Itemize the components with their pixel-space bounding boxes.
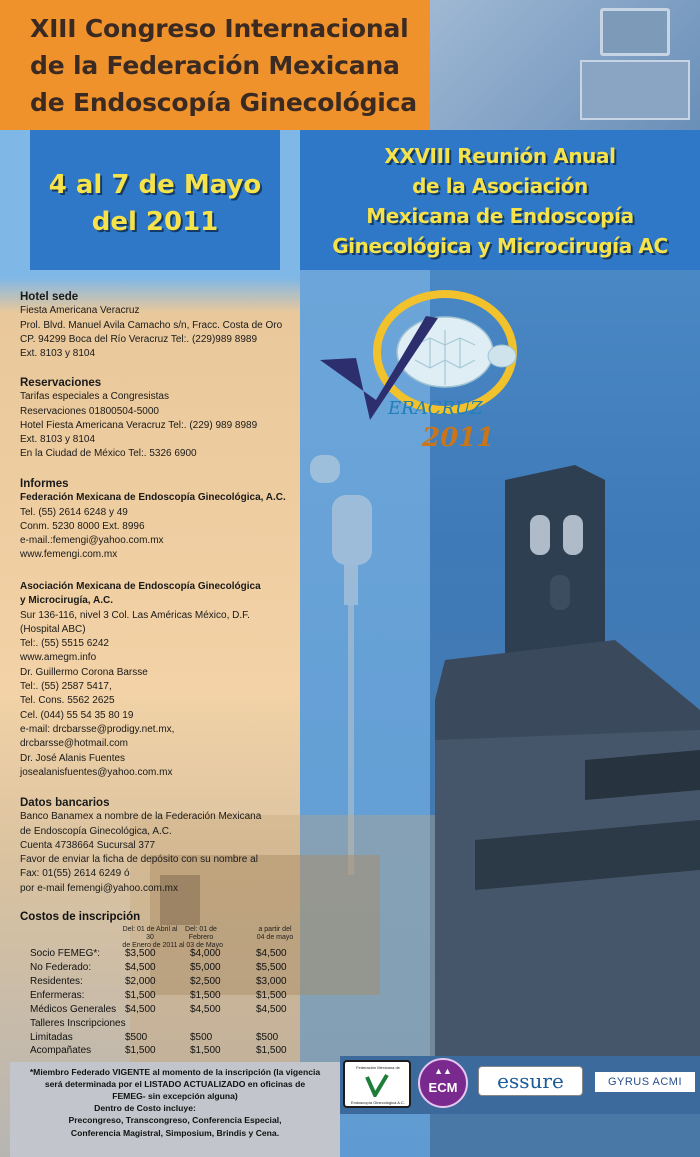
note-line: FEMEG- sin excepción alguna) xyxy=(112,1091,238,1101)
reservations-line: En la Ciudad de México Tel:. 5326 6900 xyxy=(20,448,197,460)
reservations-section xyxy=(20,376,257,462)
federation-website: www.femengi.com.mx xyxy=(20,549,118,561)
cost-value: $1,500 xyxy=(125,990,156,1001)
costs-heading: Costos de inscripción xyxy=(20,911,141,923)
cost-column-header-line: al 03 de Mayo xyxy=(179,942,223,949)
cost-value: $4,500 xyxy=(190,1004,221,1015)
bank-line: de Endoscopía Ginecológica, A.C. xyxy=(20,825,172,837)
contact-heading: Informes xyxy=(20,478,69,490)
federation-name: Federación Mexicana de Endoscopía Ginecológica, A.C. xyxy=(20,492,286,504)
association-email: josealanisfuentes@yahoo.com.mx xyxy=(20,766,173,778)
cost-value: $1,500 xyxy=(125,1045,156,1056)
cost-column-header-line: Del: 01 de Abril al 30 xyxy=(122,926,178,941)
note-line: será determinada por el LISTADO ACTUALIZADO en oficinas de xyxy=(44,1079,306,1089)
veracruz-2011-logo xyxy=(320,290,540,460)
note-line: *Miembro Federado VIGENTE al momento de la inscripción (la vigencia xyxy=(29,1067,321,1077)
cost-column-header xyxy=(176,926,226,950)
reunion-box xyxy=(300,130,700,270)
cost-column-header-line: Del: 01 de Febrero xyxy=(185,926,217,941)
cost-value: $500 xyxy=(256,1032,279,1043)
bank-line: Favor de enviar la ficha de depósito con su nombre al xyxy=(20,854,258,866)
reunion-line: XXVIII Reunión Anual xyxy=(384,144,616,168)
congress-title-line: de la Federación Mexicana xyxy=(30,51,400,80)
cost-column-header-line: a partir del xyxy=(258,926,292,933)
hotel-section xyxy=(20,290,282,361)
cost-row-label: No Federado: xyxy=(30,962,92,973)
association-section xyxy=(20,580,261,780)
cost-value: $1,500 xyxy=(256,990,287,1001)
federation-line: Tel. (55) 2614 6248 y 49 xyxy=(20,506,128,518)
cost-row-label: Limitadas xyxy=(30,1032,73,1043)
association-name: Asociación Mexicana de Endoscopía Ginecológica xyxy=(20,581,261,592)
note-line: Conferencia Magistral, Simposium, Brindis y Cena. xyxy=(70,1128,280,1138)
fmeg-emblem-icon xyxy=(365,1073,389,1097)
cost-row-label: Residentes: xyxy=(30,976,83,987)
cost-value: $4,500 xyxy=(256,1004,287,1015)
fmeg-logo-text: Endoscopía Ginecológica A.C. xyxy=(350,1100,406,1105)
reservations-line: Reservaciones 01800504-5000 xyxy=(20,405,159,417)
cost-row-label: Socio FEMEG*: xyxy=(30,948,101,959)
cost-value: $4,500 xyxy=(125,962,156,973)
congress-title-line: XIII Congreso Internacional xyxy=(30,14,409,43)
association-line: Tel:. (55) 5515 6242 xyxy=(20,638,109,650)
endoscope-image xyxy=(310,455,390,875)
reunion-line: de la Asociación xyxy=(412,174,588,198)
hotel-line: Fiesta Americana Veracruz xyxy=(20,305,140,317)
congress-title-band xyxy=(0,0,430,130)
association-line: Cel. (044) 55 54 35 80 19 xyxy=(20,709,134,721)
cost-column-header xyxy=(250,926,300,942)
cost-value: $4,000 xyxy=(190,948,221,959)
reunion-line: Ginecológica y Microcirugía AC xyxy=(332,234,668,258)
cost-value: $500 xyxy=(125,1032,148,1043)
congress-title-line: de Endoscopía Ginecológica xyxy=(30,88,417,117)
association-line: Dr. Guillermo Corona Barsse xyxy=(20,666,148,678)
federation-line: Conm. 5230 8000 Ext. 8996 xyxy=(20,520,145,532)
reservations-heading: Reservaciones xyxy=(20,377,102,389)
hotel-line: CP. 94299 Boca del Río Veracruz Tel:. (229)989 8989 xyxy=(20,333,258,345)
cost-value: $4,500 xyxy=(125,1004,156,1015)
note-line: Dentro de Costo incluye: xyxy=(94,1103,196,1113)
dates-box xyxy=(30,130,280,270)
cost-column-header-line: de Enero de 2011 xyxy=(122,942,178,949)
hotel-heading: Hotel sede xyxy=(20,291,79,303)
cost-column-header xyxy=(120,926,180,950)
bank-line: por e-mail femengi@yahoo.com.mx xyxy=(20,882,178,894)
amegm-logo xyxy=(418,1058,468,1108)
amegm-logo-mark: ▲▲ xyxy=(434,1066,452,1076)
association-name: y Microcirugía, A.C. xyxy=(20,595,113,607)
federation-email: e-mail.:femengi@yahoo.com.mx xyxy=(20,535,164,547)
logo-word: ERACRUZ xyxy=(388,398,483,419)
equipment-cart-image xyxy=(580,60,690,120)
association-line: Tel:. (55) 2587 5417, xyxy=(20,681,112,693)
contact-section xyxy=(20,477,286,563)
note-line: Precongreso, Transcongreso, Conferencia Especial, xyxy=(68,1115,282,1125)
hotel-line: Prol. Blvd. Manuel Avila Camacho s/n, Fracc. Costa de Oro xyxy=(20,319,283,331)
cost-value: $5,500 xyxy=(256,962,287,973)
cost-value: $1,500 xyxy=(256,1045,287,1056)
reservations-line: Hotel Fiesta Americana Veracruz Tel:. (229) 989 8989 xyxy=(20,419,258,431)
cost-value: $500 xyxy=(190,1032,213,1043)
cost-row-label: Talleres Inscripciones xyxy=(30,1018,126,1029)
association-website: www.amegm.info xyxy=(20,652,97,664)
essure-logo: essure xyxy=(478,1066,583,1096)
turtle-head-icon xyxy=(488,345,516,367)
cost-value: $1,500 xyxy=(190,1045,221,1056)
cost-column-header-line: 04 de mayo xyxy=(256,934,294,941)
association-email: e-mail: drcbarsse@prodigy.net.mx, xyxy=(20,723,175,735)
equipment-photo xyxy=(430,0,700,130)
logo-year: 2011 xyxy=(422,423,495,453)
reservations-line: Ext. 8103 y 8104 xyxy=(20,434,96,446)
amegm-logo-text: ECM xyxy=(428,1080,458,1095)
association-line: (Hospital ABC) xyxy=(20,623,86,635)
cost-value: $2,000 xyxy=(125,976,156,987)
date-line: del 2011 xyxy=(91,207,219,237)
association-email: drcbarsse@hotmail.com xyxy=(20,738,128,750)
bank-line: Cuenta 4738664 Sucursal 377 xyxy=(20,839,156,851)
bank-line: Fax: 01(55) 2614 6249 ó xyxy=(20,868,130,880)
cost-value: $2,500 xyxy=(190,976,221,987)
cost-row-label: Médicos Generales xyxy=(30,1004,117,1015)
fortress-tower-image xyxy=(435,460,700,1060)
cost-value: $3,500 xyxy=(125,948,156,959)
monitor-image xyxy=(600,8,670,56)
association-line: Dr. José Alanis Fuentes xyxy=(20,752,126,764)
reunion-line: Mexicana de Endoscopía xyxy=(366,204,634,228)
membership-note xyxy=(10,1062,340,1157)
bank-line: Banco Banamex a nombre de la Federación Mexicana xyxy=(20,811,262,823)
gyrus-acmi-logo: GYRUS ACMI xyxy=(595,1072,695,1092)
bank-heading: Datos bancarios xyxy=(20,797,110,809)
fmeg-logo-text: Federación Mexicana de xyxy=(356,1065,400,1070)
association-line: Tel. Cons. 5562 2625 xyxy=(20,695,115,707)
cost-row-label: Enfermeras: xyxy=(30,990,85,1001)
bank-section xyxy=(20,796,261,896)
cost-value: $4,500 xyxy=(256,948,287,959)
hotel-line: Ext. 8103 y 8104 xyxy=(20,348,96,360)
cost-value: $1,500 xyxy=(190,990,221,1001)
fmeg-logo xyxy=(343,1060,411,1108)
date-line: 4 al 7 de Mayo xyxy=(48,170,262,200)
cost-row-label: Acompañates xyxy=(30,1045,92,1056)
association-line: Sur 136-116, nivel 3 Col. Las Américas México, D.F. xyxy=(20,609,250,621)
reservations-line: Tarifas especiales a Congresistas xyxy=(20,391,169,403)
cost-value: $3,000 xyxy=(256,976,287,987)
cost-value: $5,000 xyxy=(190,962,221,973)
